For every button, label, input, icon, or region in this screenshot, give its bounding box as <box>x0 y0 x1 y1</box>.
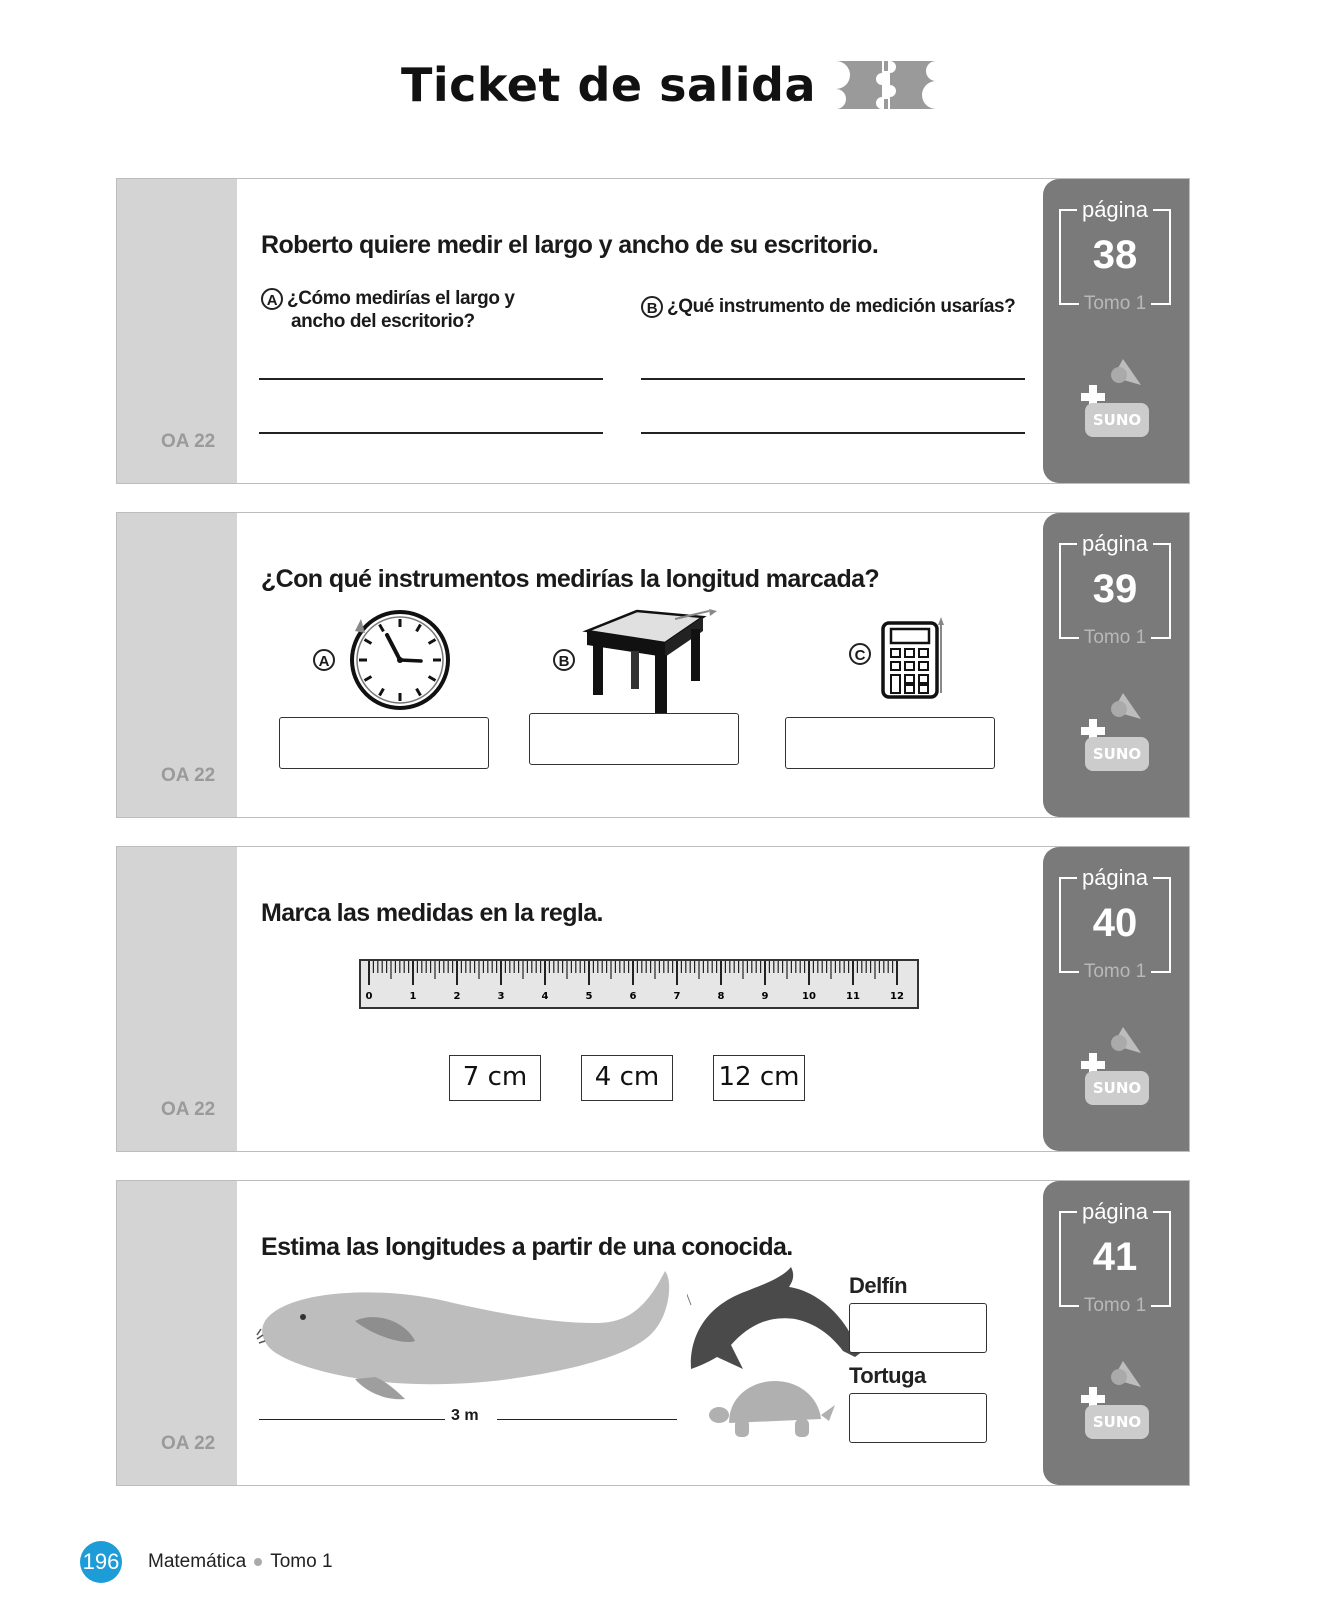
page-number: 38 <box>1092 233 1138 277</box>
ruler-number: 2 <box>453 991 461 1002</box>
svg-text:SUNO: SUNO <box>1092 411 1142 429</box>
answer-box-a[interactable] <box>279 717 489 769</box>
ruler-number: 8 <box>717 991 725 1002</box>
letter-a-badge: A <box>261 288 283 310</box>
measure-12cm[interactable]: 12 cm <box>713 1055 805 1101</box>
suno-logo-icon <box>1081 689 1157 775</box>
page-label: página <box>1077 531 1153 556</box>
option-b <box>553 649 579 671</box>
calculator-icon <box>881 617 947 699</box>
ruler-number: 6 <box>629 991 637 1002</box>
tomo-label: Tomo 1 <box>1079 961 1151 982</box>
page-label: página <box>1077 197 1153 222</box>
page-reference-box <box>1059 197 1171 314</box>
footer-volume: Tomo 1 <box>270 1551 333 1572</box>
ticket-page-tab <box>1043 1181 1189 1485</box>
page-reference-box <box>1059 1199 1171 1316</box>
footer-subject: Matemática <box>148 1551 247 1572</box>
table-icon <box>579 609 721 713</box>
letter-b-badge: B <box>641 296 663 318</box>
subquestion-a-line1: ¿Cómo medirías el largo y <box>287 288 515 309</box>
separator-dot-icon <box>254 1558 262 1566</box>
ticket-page-40 <box>116 846 1190 1152</box>
answer-box-c[interactable] <box>785 717 995 769</box>
ruler-number: 10 <box>802 991 816 1002</box>
question-text: Estima las longitudes a partir de una conocida. <box>261 1233 793 1261</box>
svg-text:SUNO: SUNO <box>1092 1079 1142 1097</box>
subquestion-b-text: ¿Qué instrumento de medición usarías? <box>667 296 1016 317</box>
oa-label: OA 22 <box>161 1099 216 1120</box>
question-text: Marca las medidas en la regla. <box>261 899 603 927</box>
ticket-left-strip <box>117 513 237 817</box>
ruler-number: 3 <box>497 991 505 1002</box>
ticket-page-38 <box>116 178 1190 484</box>
turtle-icon <box>709 1375 839 1445</box>
ticket-page-tab <box>1043 179 1189 483</box>
page-reference-box <box>1059 865 1171 982</box>
answer-line-b2[interactable] <box>641 432 1025 434</box>
known-length-line-left <box>259 1419 445 1420</box>
question-text: ¿Con qué instrumentos medirías la longitud marcada? <box>261 565 880 593</box>
ruler-number: 11 <box>846 991 860 1002</box>
page-header <box>0 58 1339 112</box>
ticket-page-tab <box>1043 847 1189 1151</box>
ruler-number: 7 <box>673 991 681 1002</box>
option-a <box>313 649 339 671</box>
clock-icon <box>349 609 451 711</box>
dolphin-label: Delfín <box>849 1273 908 1298</box>
ticket-left-strip <box>117 847 237 1151</box>
subquestion-a-line2: ancho del escritorio? <box>291 311 475 332</box>
suno-logo-icon <box>1081 355 1157 441</box>
turtle-label: Tortuga <box>849 1363 926 1388</box>
page-reference-box <box>1059 531 1171 648</box>
page-number: 41 <box>1092 1235 1138 1279</box>
answer-box-dolphin[interactable] <box>849 1303 987 1353</box>
letter-c-badge: C <box>849 643 871 665</box>
ruler-number: 1 <box>409 991 417 1002</box>
ruler-number: 5 <box>585 991 593 1002</box>
oa-label: OA 22 <box>161 765 216 786</box>
answer-line-b1[interactable] <box>641 378 1025 380</box>
oa-label: OA 22 <box>161 431 216 452</box>
tomo-label: Tomo 1 <box>1079 627 1151 648</box>
answer-line-a1[interactable] <box>259 378 603 380</box>
ticket-icon <box>834 59 938 111</box>
ticket-page-39 <box>116 512 1190 818</box>
known-length-label: 3 m <box>451 1407 479 1424</box>
ruler[interactable] <box>359 959 919 1009</box>
ruler-number: 9 <box>761 991 769 1002</box>
option-c <box>849 643 875 665</box>
measure-4cm[interactable]: 4 cm <box>581 1055 673 1101</box>
svg-text:SUNO: SUNO <box>1092 1413 1142 1431</box>
page-footer <box>80 1541 333 1583</box>
ruler-number: 0 <box>365 991 373 1002</box>
ticket-left-strip <box>117 179 237 483</box>
subquestion-b <box>641 295 1015 318</box>
letter-a-badge: A <box>313 649 335 671</box>
ticket-page-41 <box>116 1180 1190 1486</box>
page-title: Ticket de salida <box>400 58 817 112</box>
page-label: página <box>1077 865 1153 890</box>
answer-line-a2[interactable] <box>259 432 603 434</box>
ticket-page-tab <box>1043 513 1189 817</box>
tomo-label: Tomo 1 <box>1079 1295 1151 1316</box>
answer-box-b[interactable] <box>529 713 739 765</box>
suno-logo-icon <box>1081 1023 1157 1109</box>
known-length-line-right <box>497 1419 677 1420</box>
page-number: 39 <box>1092 567 1138 611</box>
ruler-number: 4 <box>541 991 549 1002</box>
measure-7cm[interactable]: 7 cm <box>449 1055 541 1101</box>
manatee-icon <box>255 1271 685 1411</box>
ticket-left-strip <box>117 1181 237 1485</box>
page-number: 40 <box>1092 901 1138 945</box>
suno-logo-icon <box>1081 1357 1157 1443</box>
page-label: página <box>1077 1199 1153 1224</box>
question-text: Roberto quiere medir el largo y ancho de su escritorio. <box>261 231 879 259</box>
oa-label: OA 22 <box>161 1433 216 1454</box>
tomo-label: Tomo 1 <box>1079 293 1151 314</box>
answer-box-turtle[interactable] <box>849 1393 987 1443</box>
letter-b-badge: B <box>553 649 575 671</box>
ruler-number: 12 <box>890 991 904 1002</box>
svg-text:SUNO: SUNO <box>1092 745 1142 763</box>
page-number-badge: 196 <box>80 1541 122 1583</box>
subquestion-a <box>261 287 515 333</box>
